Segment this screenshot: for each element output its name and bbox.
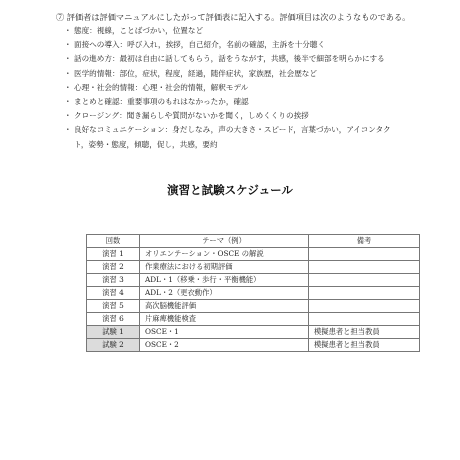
session-number-cell: 演習 6	[87, 313, 140, 326]
bullet-mark: ・	[64, 54, 72, 64]
theme-cell: 片麻痺機能検査	[140, 313, 309, 326]
theme-cell: 高次脳機能評価	[140, 300, 309, 313]
theme-cell: ADL・2（更衣動作）	[140, 287, 309, 300]
table-row	[87, 287, 420, 300]
evaluation-item-text: クロージング：聞き漏らしや質問がないかを聞く，しめくくりの挨拶	[74, 111, 309, 121]
session-number-cell: 試験 2	[87, 339, 140, 352]
bullet-mark: ・	[64, 40, 72, 50]
session-number-cell: 演習 3	[87, 274, 140, 287]
session-number-cell: 演習 4	[87, 287, 140, 300]
evaluation-item-continuation: ト，姿勢・態度，傾聴，促し，共感，要約	[74, 139, 218, 149]
evaluation-item-text: 心理・社会的情報：心理・社会的情報，解釈モデル	[74, 82, 249, 92]
notes-cell	[309, 274, 420, 287]
column-header-count: 回数	[87, 235, 140, 248]
notes-cell: 模擬患者と担当教員	[309, 339, 420, 352]
notes-cell	[309, 261, 420, 274]
evaluation-item	[64, 81, 404, 95]
theme-cell: 作業療法における初期評価	[140, 261, 309, 274]
table-row	[87, 248, 420, 261]
evaluation-item	[64, 95, 404, 109]
evaluation-item	[64, 123, 404, 151]
theme-cell: OSCE・2	[140, 339, 309, 352]
table-row	[87, 274, 420, 287]
notes-cell: 模擬患者と担当教員	[309, 326, 420, 339]
table-row	[87, 313, 420, 326]
session-number-cell: 演習 1	[87, 248, 140, 261]
table-row-exam	[87, 326, 420, 339]
evaluation-item	[64, 24, 404, 38]
notes-cell	[309, 313, 420, 326]
theme-cell: ADL・1（移乗・歩行・平衡機能）	[140, 274, 309, 287]
schedule-heading: 演習と試験スケジュール	[167, 183, 293, 197]
schedule-table	[86, 234, 420, 352]
table-row	[87, 300, 420, 313]
evaluation-item-text: 医学的情報：部位，症状，程度，経過，随伴症状，家族歴，社会歴など	[74, 68, 317, 78]
notes-cell	[309, 248, 420, 261]
bullet-mark: ・	[64, 68, 72, 78]
evaluation-item-list	[64, 24, 404, 152]
notes-cell	[309, 287, 420, 300]
session-number-cell: 演習 5	[87, 300, 140, 313]
theme-cell: オリエンテーション・OSCE の解説	[140, 248, 309, 261]
table-row	[87, 261, 420, 274]
theme-cell: OSCE・1	[140, 326, 309, 339]
evaluation-item-text: 良好なコミュニケーション：身だしなみ，声の大きさ・スピード，言葉づかい，アイコンタク	[74, 125, 391, 135]
session-number-cell: 試験 1	[87, 326, 140, 339]
session-number-cell: 演習 2	[87, 261, 140, 274]
notes-cell	[309, 300, 420, 313]
table-row-exam	[87, 339, 420, 352]
bullet-mark: ・	[64, 97, 72, 107]
evaluation-item	[64, 109, 404, 123]
evaluation-item	[64, 52, 404, 66]
column-header-theme: テーマ（例）	[140, 235, 309, 248]
bullet-mark: ・	[64, 125, 72, 135]
table-header-row	[87, 235, 420, 248]
bullet-mark: ・	[64, 82, 72, 92]
bullet-mark: ・	[64, 111, 72, 121]
intro-paragraph: ⑦ 評価者は評価マニュアルにしたがって評価表に記入する。評価項目は次のようなものである。	[56, 12, 411, 22]
evaluation-item-text: 態度：視線，ことばづかい，位置など	[74, 26, 204, 35]
evaluation-item-text: 話の進め方：最初は自由に話してもらう，話をうながす，共感，後半で細部を明らかにする	[74, 54, 385, 64]
evaluation-item-text: 面接への導入：呼び入れ，挨拶，自己紹介，名前の確認，主訴を十分聴く	[74, 40, 326, 50]
column-header-notes: 備考	[309, 235, 420, 248]
bullet-mark: ・	[64, 26, 72, 35]
evaluation-item	[64, 67, 404, 81]
evaluation-item	[64, 38, 404, 52]
evaluation-item-text: まとめと確認：重要事項のもれはなかったか，確認	[74, 97, 249, 107]
